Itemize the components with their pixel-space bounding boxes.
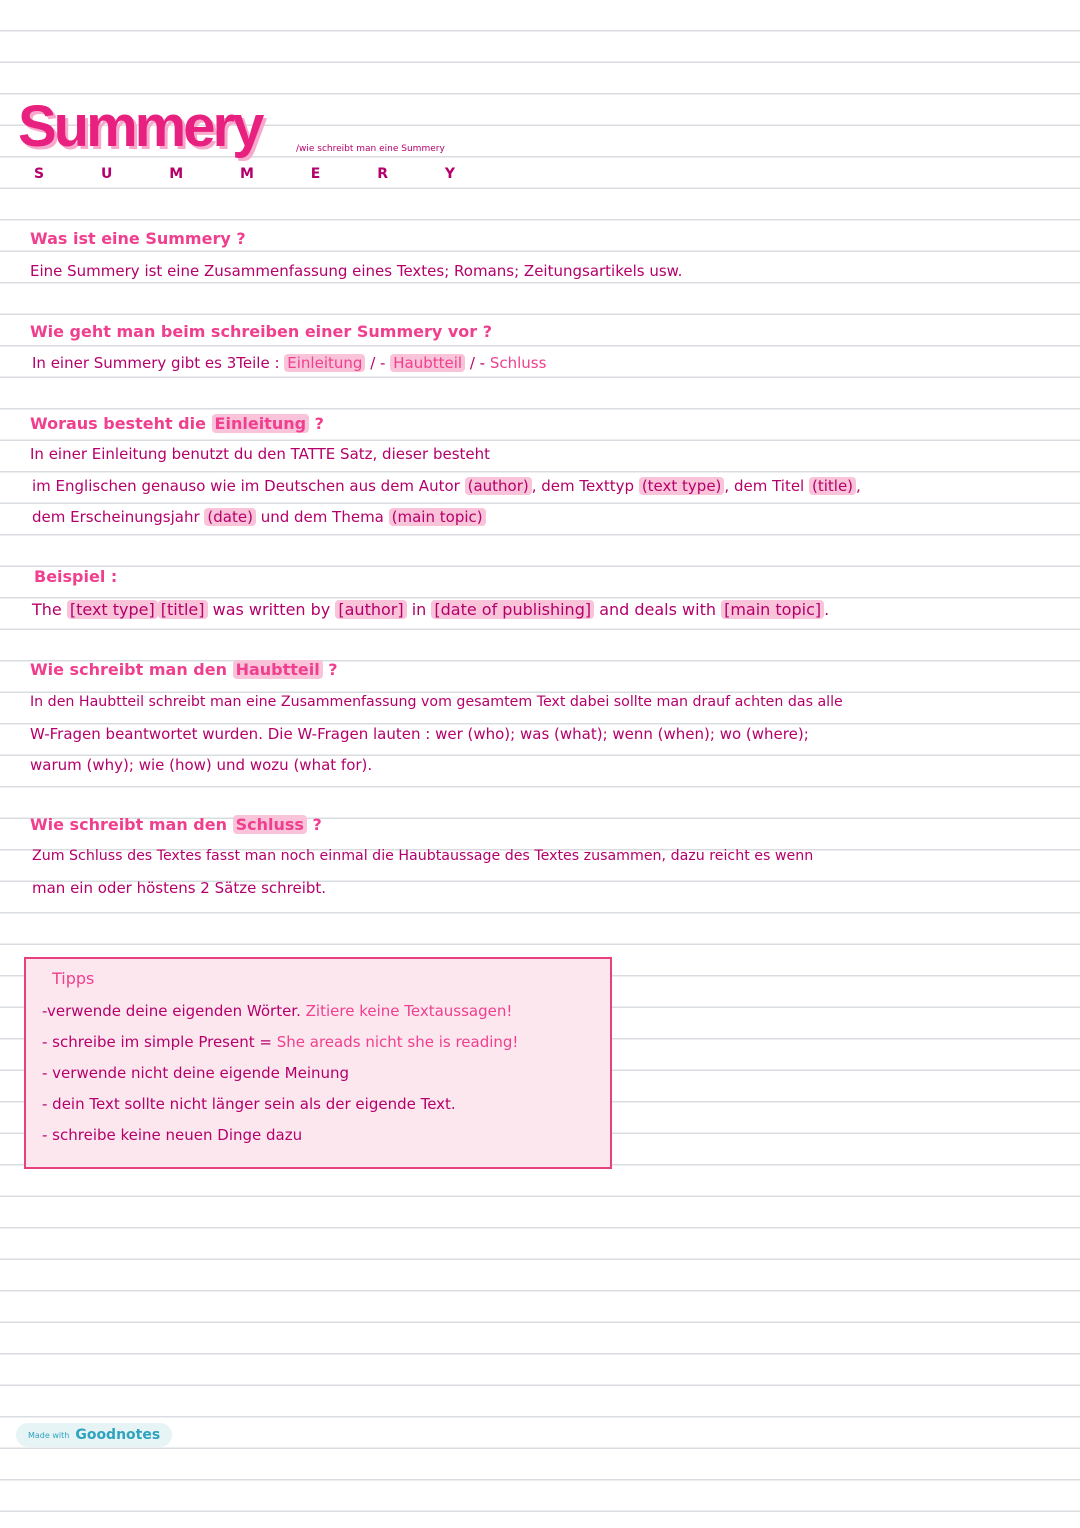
- schluss-line-1: Zum Schluss des Textes fasst man noch einmal die Haubtaussage des Textes zusammen, dazu reicht es wenn: [32, 848, 814, 864]
- question-mark: ?: [328, 660, 338, 679]
- haubtteil-line-1: In den Haubtteil schreibt man eine Zusammenfassung vom gesamtem Text dabei sollte man drauf achten das alle: [30, 694, 843, 710]
- page-title: Summery: [18, 94, 262, 159]
- answer-how-to: [32, 354, 546, 372]
- part-einleitung: Einleitung: [284, 354, 365, 372]
- example-text: and deals with: [599, 600, 716, 619]
- line-text: im Englischen genauso wie im Deutschen aus dem Autor: [32, 477, 460, 495]
- tip-emphasis: She areads nicht she is reading!: [276, 1033, 519, 1051]
- einleitung-line-2: [32, 477, 861, 495]
- highlight-author: (author): [465, 477, 532, 495]
- question-einleitung: [30, 414, 324, 433]
- tip-2: [42, 1033, 518, 1051]
- highlight-main-topic: (main topic): [389, 508, 486, 526]
- tip-1: [42, 1002, 512, 1020]
- goodnotes-badge[interactable]: [16, 1423, 172, 1447]
- schluss-line-2: man ein oder höstens 2 Sätze schreibt.: [32, 879, 327, 897]
- answer-how-to-text: In einer Summery gibt es 3Teile :: [32, 354, 280, 372]
- tip-text: -verwende deine eigenden Wörter.: [42, 1002, 301, 1020]
- question-text: Wie schreibt man den: [30, 815, 227, 834]
- question-text: Wie schreibt man den: [30, 660, 227, 679]
- example-text: in: [411, 600, 427, 619]
- question-what-is: Was ist eine Summery ?: [30, 229, 246, 248]
- question-haubtteil: [30, 660, 338, 679]
- separator: / -: [469, 354, 486, 372]
- tip-4: - dein Text sollte nicht länger sein als der eigende Text.: [42, 1095, 456, 1113]
- line-text: , dem Texttyp: [531, 477, 635, 495]
- tip-3: - verwende nicht deine eigende Meinung: [42, 1064, 350, 1082]
- example-label: Beispiel :: [34, 567, 118, 586]
- part-schluss: Schluss: [489, 354, 547, 372]
- highlight-date: (date): [204, 508, 256, 526]
- question-mark: ?: [314, 414, 324, 433]
- highlight-text-type: (text type): [639, 477, 725, 495]
- placeholder-text-type: [text type]: [67, 600, 158, 619]
- placeholder-title: [title]: [158, 600, 208, 619]
- answer-what-is: Eine Summery ist eine Zusammenfassung eines Textes; Romans; Zeitungsartikels usw.: [30, 262, 683, 280]
- placeholder-date: [date of publishing]: [431, 600, 594, 619]
- made-with-label: Made with: [28, 1430, 70, 1440]
- question-highlight: Einleitung: [212, 414, 310, 433]
- goodnotes-logo: Goodnotes: [75, 1427, 161, 1443]
- placeholder-author: [author]: [335, 600, 406, 619]
- line-text: und dem Thema: [260, 508, 384, 526]
- spaced-title: S U M M E R Y: [34, 166, 482, 182]
- question-highlight: Haubtteil: [233, 660, 323, 679]
- question-mark: ?: [312, 815, 322, 834]
- question-schluss: [30, 815, 322, 834]
- haubtteil-line-2: W-Fragen beantwortet wurden. Die W-Fragen lauten : wer (who); was (what); wenn (when); wo (where);: [30, 725, 809, 743]
- haubtteil-line-3: warum (why); wie (how) und wozu (what for).: [30, 756, 373, 774]
- example-text: was written by: [212, 600, 331, 619]
- tip-text: - schreibe im simple Present =: [42, 1033, 272, 1051]
- part-haubtteil: Haubtteil: [390, 354, 465, 372]
- line-text: ,: [856, 477, 861, 495]
- einleitung-line-3: [32, 508, 486, 526]
- tip-emphasis: Zitiere keine Textaussagen!: [305, 1002, 513, 1020]
- example-sentence: [32, 600, 829, 619]
- tips-box: [24, 957, 612, 1169]
- tip-5: - schreibe keine neuen Dinge dazu: [42, 1126, 303, 1144]
- example-text: The: [32, 600, 62, 619]
- page-subtitle: /wie schreibt man eine Summery: [296, 144, 445, 154]
- question-highlight: Schluss: [233, 815, 307, 834]
- highlight-title: (title): [809, 477, 856, 495]
- tips-title: Tipps: [52, 969, 95, 988]
- separator: / -: [370, 354, 386, 372]
- example-text: .: [824, 600, 830, 619]
- line-text: dem Erscheinungsjahr: [32, 508, 200, 526]
- question-how-to: Wie geht man beim schreiben einer Summery vor ?: [30, 322, 493, 341]
- question-text: Woraus besteht die: [30, 414, 206, 433]
- line-text: , dem Titel: [724, 477, 805, 495]
- placeholder-main-topic: [main topic]: [721, 600, 824, 619]
- einleitung-line-1: In einer Einleitung benutzt du den TATTE Satz, dieser besteht: [30, 445, 491, 463]
